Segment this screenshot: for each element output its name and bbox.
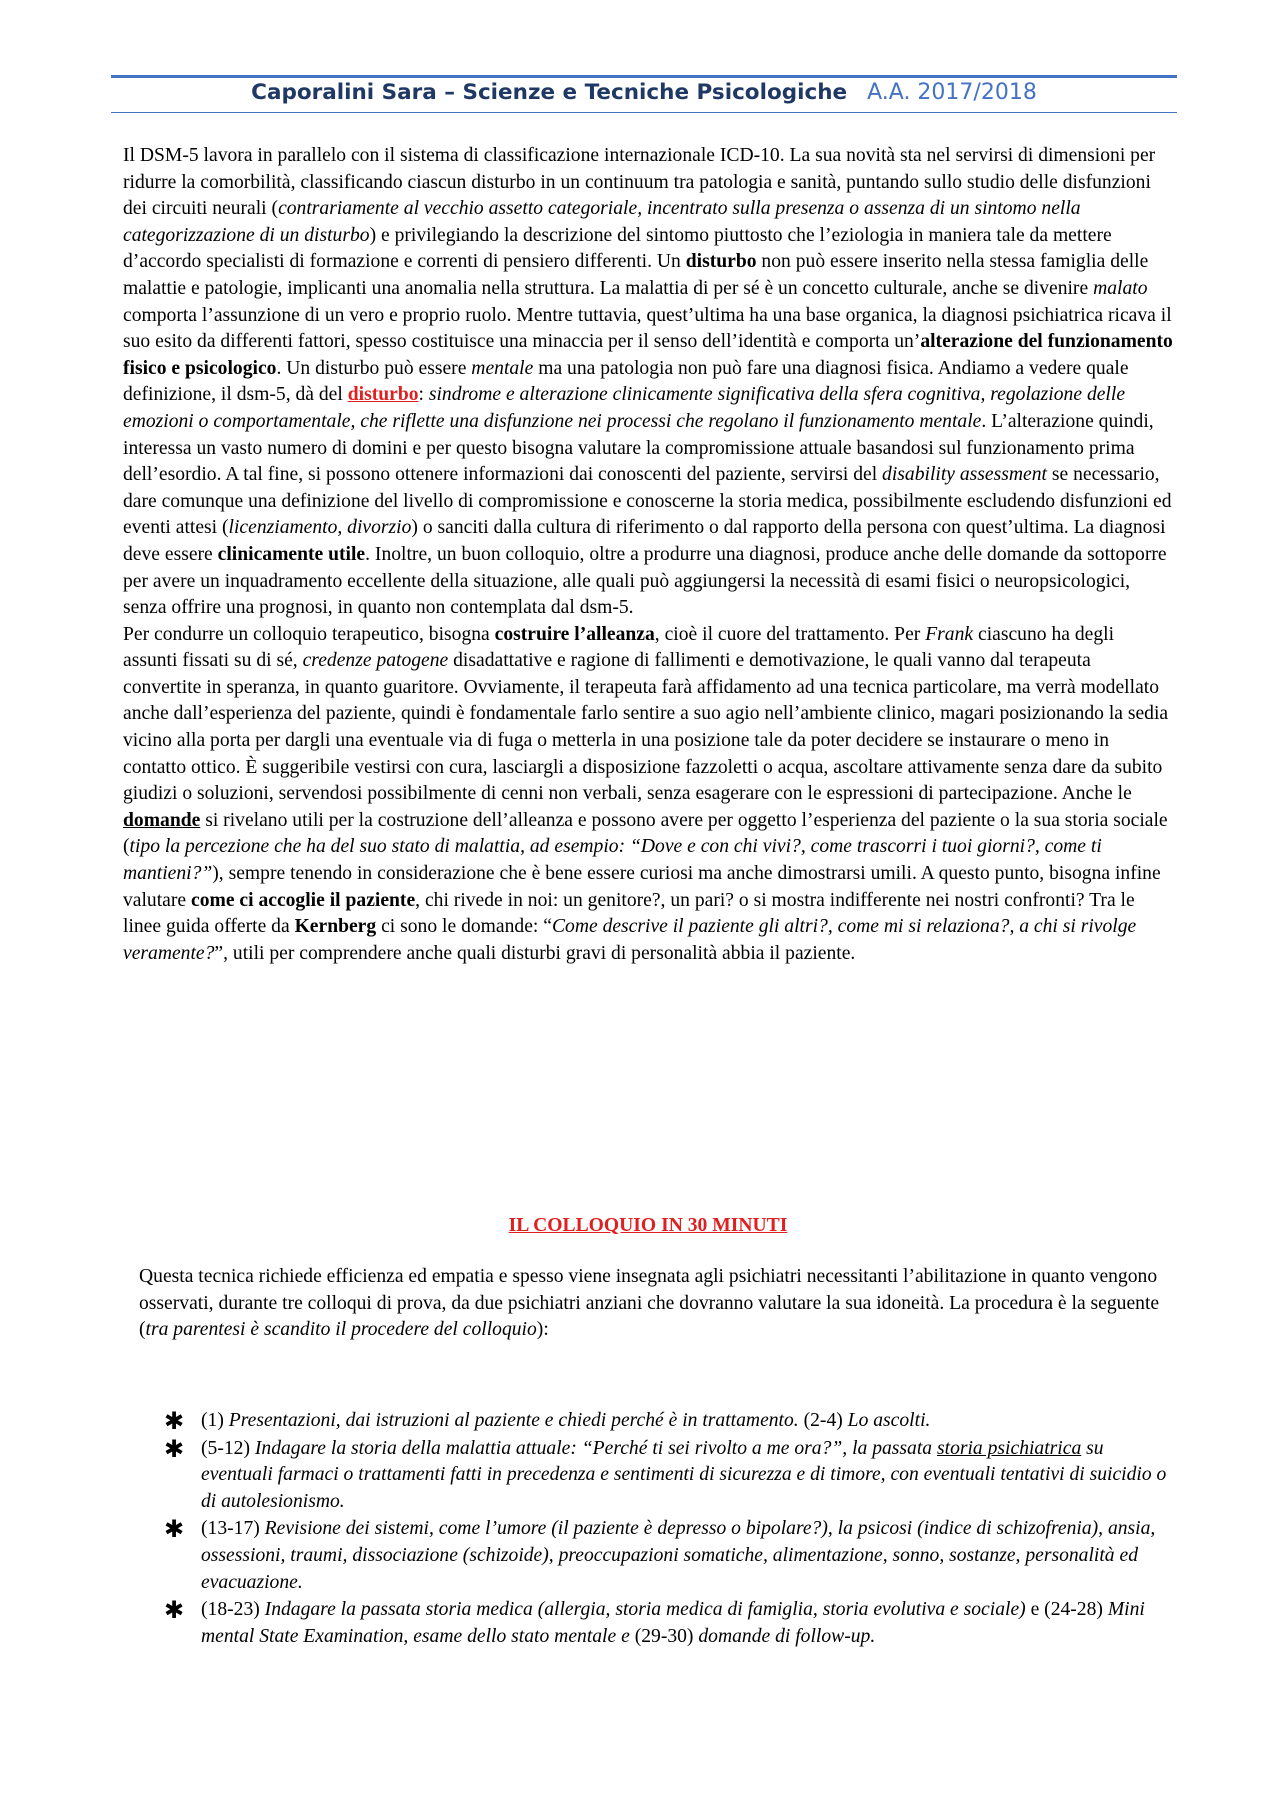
text-run: ) o sanciti dalla cultura di riferimento o dal rapporto della persona con quest’ultima. La diagnosi deve essere bbox=[123, 517, 1166, 565]
italic-run: disability assessment bbox=[882, 464, 1047, 486]
header-title: Caporalini Sara – Scienze e Tecniche Psicologiche bbox=[251, 80, 848, 105]
italic-run: domande di follow-up. bbox=[698, 1625, 876, 1647]
italic-run: Mini mental State Examination, esame dello stato mentale e bbox=[201, 1599, 1145, 1647]
text-run: ), sempre tenendo in considerazione che è bene essere curiosi ma anche dimostrarsi umili. A questo punto, bisogna infine valutare bbox=[123, 863, 1161, 911]
asterisk-bullet-icon: ✱ bbox=[163, 1515, 185, 1544]
text-run: ma una patologia non può fare una diagnosi fisica. Andiamo a vedere quale definizione, il dsm-5, dà del bbox=[123, 357, 1129, 406]
paragraph-dsm5 bbox=[123, 143, 1173, 622]
definition-italic: sindrome e alterazione clinicamente significativa della sfera cognitiva, regolazione delle emozioni o comportamentale, che riflette una disfunzione nei processi che regolano il funzionamento mentale bbox=[123, 384, 1126, 432]
list-item bbox=[163, 1516, 1173, 1596]
text-run: e (24-28) bbox=[1025, 1599, 1108, 1621]
italic-run: Indagare la storia della malattia attuale: “Perché ti sei rivolto a me ora?”, la passata bbox=[254, 1437, 937, 1459]
section-heading: IL COLLOQUIO IN 30 MINUTI bbox=[508, 1215, 788, 1236]
paragraph-alleanza bbox=[123, 622, 1173, 968]
italic-run: Frank bbox=[925, 623, 974, 645]
asterisk-bullet-icon: ✱ bbox=[163, 1596, 185, 1625]
bold-term-clinicamente-utile: clinicamente utile bbox=[217, 543, 366, 565]
italic-run: mentale bbox=[471, 357, 534, 379]
text-run: (5-12) bbox=[201, 1437, 255, 1459]
bold-term-disturbo: disturbo bbox=[685, 251, 757, 273]
text-run: (18-23) bbox=[201, 1599, 265, 1621]
list-item bbox=[163, 1436, 1173, 1516]
list-item bbox=[163, 1597, 1173, 1650]
italic-run: Presentazioni, dai istruzioni al paziente e chiedi perché è in trattamento. bbox=[228, 1410, 799, 1431]
italic-run: credenze patogene bbox=[302, 650, 449, 672]
text-run: (1) bbox=[201, 1410, 229, 1431]
italic-run: Come descrive il paziente gli altri?, come mi si relaziona?, a chi si rivolge veramente? bbox=[123, 916, 1137, 964]
header-academic-year: A.A. 2017/2018 bbox=[867, 80, 1037, 105]
italic-run: malato bbox=[1093, 277, 1148, 299]
page-header bbox=[111, 75, 1177, 113]
text-run: : bbox=[418, 384, 429, 406]
text-run: disadattative e ragione di fallimenti e demotivazione, le quali vanno dal terapeuta convertite in speranza, in quanto guaritore. Ovviamente, il terapeuta farà affidamento ad una tecnica particolare, ma verrà modellato anche dall’esperienza del paziente, quindi è fondamentale farlo sentire a suo agio nell’ambiente clinico, magari posizionando la sedia vicino alla porta per dargli una eventuale via di fuga o metterla in una posizione tale da poter decidere se instaurare o meno in contatto ottico. È suggeribile vestirsi con cura, lasciargli a disposizione fazzoletti o acqua, ascoltare attivamente senza dare da subito giudizi o soluzioni, servendosi possibilmente di cenni non verbali, senza esagerare con le espressioni di partecipazione. Anche le bbox=[123, 650, 1169, 805]
bold-term-alleanza: costruire l’alleanza bbox=[494, 623, 655, 645]
italic-run: Indagare la passata storia medica (allergia, storia medica di famiglia, storia evolutiva e sociale) bbox=[264, 1599, 1026, 1621]
italic-run: Lo ascolti. bbox=[847, 1410, 931, 1431]
text-run: si rivelano utili per la costruzione dell’alleanza e possono avere per oggetto l’esperienza del paziente o la sua storia sociale ( bbox=[123, 809, 1168, 858]
text-run: non può essere inserito nella stessa famiglia delle malattie e patologie, implicanti una anomalia nella struttura. La malattia di per sé è un concetto culturale, anche se divenire bbox=[123, 251, 1149, 299]
italic-run: su eventuali farmaci o trattamenti fatti in precedenza e sentimenti di sicurezza e di timore, con eventuali tentativi di suicidio o di autolesionismo. bbox=[201, 1437, 1167, 1512]
bold-term-kernberg: Kernberg bbox=[294, 916, 377, 938]
asterisk-bullet-icon: ✱ bbox=[163, 1407, 185, 1435]
text-run: ): bbox=[536, 1319, 549, 1341]
text-run: ci sono le domande: “ bbox=[376, 916, 552, 938]
italic-run: licenziamento, divorzio bbox=[228, 517, 412, 539]
text-run: , cioè il cuore del trattamento. Per bbox=[654, 623, 926, 645]
text-run: comporta l’assunzione di un vero e proprio ruolo. Mentre tuttavia, quest’ultima ha una base organica, la diagnosi psichiatrica ricava il suo esito da differenti fattori, spesso costituisce una minaccia per il senso dell’identità e comporta un’ bbox=[123, 304, 1172, 353]
asterisk-bullet-icon: ✱ bbox=[163, 1434, 185, 1463]
bold-term-domande: domande bbox=[123, 809, 201, 831]
main-text bbox=[123, 143, 1173, 967]
text-run: se necessario, dare comunque una definizione del livello di compromissione e conoscerne la storia medica, possibilmente escludendo disfunzioni ed eventi attesi ( bbox=[123, 464, 1172, 539]
italic-run: tipo la percezione che ha del suo stato di malattia, ad esempio: “Dove e con chi vivi?, come trascorri i tuoi giorni?, come ti mantieni?” bbox=[123, 836, 1102, 885]
italic-run: Revisione dei sistemi, come l’umore (il paziente è depresso o bipolare?), la psicosi (indice di schizofrenia), ansia, ossessioni, traumi, dissociazione (schizoide), preoccupazioni somatiche, alimentazione, sonno, sostanze, personalità ed evacuazione. bbox=[201, 1518, 1156, 1593]
text-run: ) e privilegiando la descrizione del sintomo piuttosto che l’eziologia in maniera tale da mettere d’accordo specialisti di formazione e correnti di pensiero differenti. Un bbox=[123, 224, 1112, 273]
section-intro bbox=[139, 1264, 1169, 1344]
paragraph-intro bbox=[139, 1264, 1169, 1344]
italic-run: tra parentesi è scandito il procedere del colloquio bbox=[145, 1319, 537, 1341]
text-run: , chi rivede in noi: un genitore?, un pari? o si mostra indifferente nei nostri confronti? Tra le linee guida offerte da bbox=[123, 889, 1135, 938]
text-run: ciascuno ha degli assunti fissati su di sé, bbox=[123, 623, 1115, 672]
procedure-list bbox=[163, 1408, 1173, 1651]
bold-term-accoglienza: come ci accoglie il paziente bbox=[191, 889, 416, 911]
text-run: (13-17) bbox=[201, 1518, 265, 1540]
text-run: Per condurre un colloquio terapeutico, bisogna bbox=[123, 623, 495, 645]
text-run: Il DSM-5 lavora in parallelo con il sistema di classificazione internazionale ICD-10. La sua novità sta nel servirsi di dimensioni per ridurre la comorbilità, classificando ciascun disturbo in un continuum tra patologia e sanità, puntando sullo studio delle disfunzioni dei circuiti neurali ( bbox=[123, 145, 1156, 220]
text-run: . Inoltre, un buon colloquio, oltre a produrre una diagnosi, produce anche delle domande da sottoporre per avere un inquadramento eccellente della situazione, alle quali può aggiungersi la necessità di esami fisici o neuropsicologici, senza offrire una prognosi, in quanto non contemplata dal dsm-5. bbox=[123, 543, 1167, 619]
highlight-term-disturbo: disturbo bbox=[347, 384, 419, 406]
text-run: ”, utili per comprendere anche quali disturbi gravi di personalità abbia il paziente. bbox=[214, 942, 856, 964]
underlined-term: storia psichiatrica bbox=[937, 1437, 1082, 1459]
italic-run: contrariamente al vecchio assetto categoriale, incentrato sulla presenza o assenza di un sintomo nella categorizzazione di un disturbo bbox=[123, 198, 1081, 246]
text-run: (29-30) bbox=[629, 1625, 699, 1647]
text-run: (2-4) bbox=[798, 1410, 848, 1431]
bold-term-alterazione: alterazione del funzionamento fisico e psicologico bbox=[123, 331, 1173, 379]
header-line bbox=[251, 80, 1037, 105]
text-run: . Un disturbo può essere bbox=[276, 357, 472, 379]
text-run: Questa tecnica richiede efficienza ed empatia e spesso viene insegnata agli psichiatri necessitanti l’abilitazione in quanto vengono osservati, durante tre colloqui di prova, da due psichiatri anziani che dovranno valutare la sua idoneità. La procedura è la seguente ( bbox=[139, 1266, 1160, 1341]
text-run: . L’alterazione quindi, interessa un vasto numero di domini e per questo bisogna valutare la compromissione attuale basandosi sul funzionamento prima dell’esordio. A tal fine, si possono ottenere informazioni dai conoscenti del paziente, servirsi del bbox=[123, 410, 1154, 486]
list-item bbox=[163, 1408, 1173, 1435]
